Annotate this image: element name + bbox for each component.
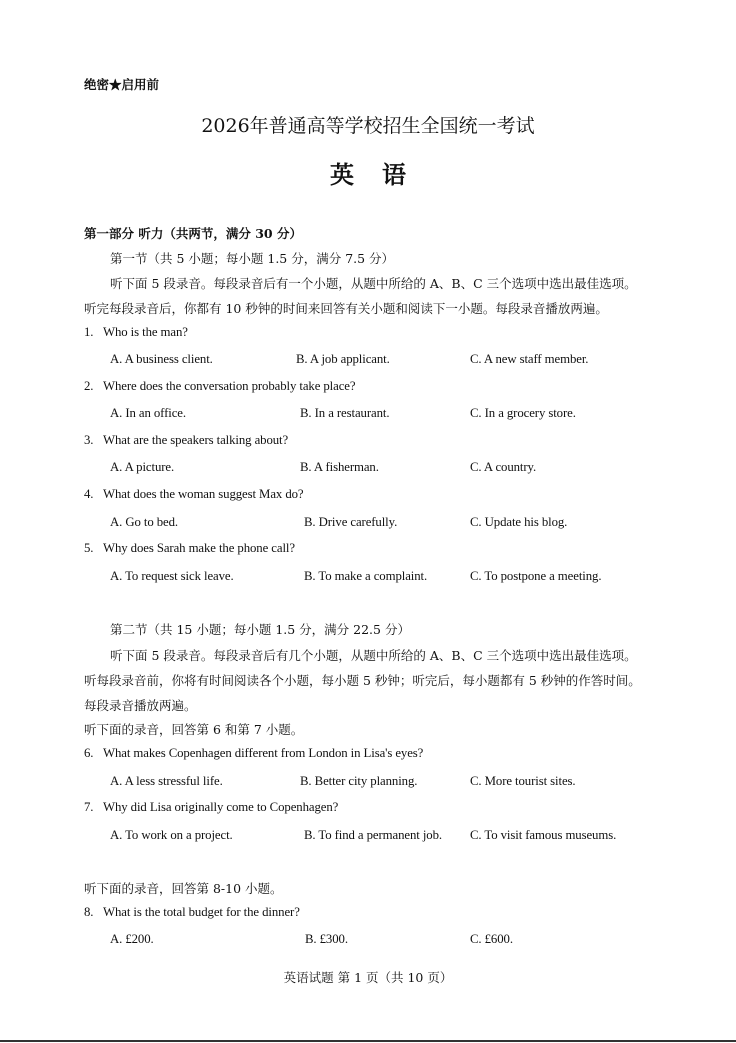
option-b: B. To make a complaint. bbox=[304, 569, 428, 583]
prompt-q6-q7: 听下面的录音，回答第 6 和第 7 小题。 bbox=[84, 722, 304, 737]
question-text: Where does the conversation probably take place? bbox=[103, 379, 356, 393]
option-b: B. Drive carefully. bbox=[304, 515, 398, 529]
section2-instruction: 听每段录音前，你将有时间阅读各个小题，每小题 5 秒钟；听完后，每小题都有 5 秒钟的作答时间。 bbox=[84, 673, 641, 688]
part1-heading: 第一部分 听力（共两节，满分 30 分） bbox=[84, 226, 302, 241]
question-text: What is the total budget for the dinner? bbox=[103, 905, 300, 919]
question-text: What are the speakers talking about? bbox=[103, 433, 289, 447]
question-number: 2. bbox=[84, 379, 94, 393]
option-c: C. More tourist sites. bbox=[470, 774, 576, 788]
confidential-label: 绝密★启用前 bbox=[84, 77, 160, 92]
option-a: A. A picture. bbox=[110, 460, 175, 474]
option-a: A. A less stressful life. bbox=[110, 774, 223, 788]
option-b: B. A fisherman. bbox=[300, 460, 379, 474]
exam-title: 2026年普通高等学校招生全国统一考试 bbox=[201, 115, 535, 137]
option-c: C. £600. bbox=[470, 932, 513, 946]
question-text: What makes Copenhagen different from London in Lisa's eyes? bbox=[103, 746, 424, 760]
option-c: C. A country. bbox=[470, 460, 537, 474]
option-b: B. In a restaurant. bbox=[300, 406, 390, 420]
section2-instruction: 每段录音播放两遍。 bbox=[84, 698, 197, 713]
question-number: 8. bbox=[84, 905, 94, 919]
question-number: 7. bbox=[84, 800, 94, 814]
option-c: C. To postpone a meeting. bbox=[470, 569, 602, 583]
bottom-rule bbox=[0, 1040, 736, 1042]
section1-instruction: 听下面 5 段录音。每段录音后有一个小题，从题中所给的 A、B、C 三个选项中选出最佳选项。 bbox=[110, 276, 637, 291]
prompt-q8-q10: 听下面的录音，回答第 8-10 小题。 bbox=[84, 881, 283, 896]
subject-title: 英语 bbox=[330, 160, 434, 189]
question-text: Who is the man? bbox=[103, 325, 188, 339]
section2-instruction: 听下面 5 段录音。每段录音后有几个小题，从题中所给的 A、B、C 三个选项中选出最佳选项。 bbox=[110, 648, 637, 663]
option-c: C. A new staff member. bbox=[470, 352, 589, 366]
question-text: Why did Lisa originally come to Copenhagen? bbox=[103, 800, 339, 814]
question-number: 1. bbox=[84, 325, 94, 339]
option-a: A. £200. bbox=[110, 932, 154, 946]
option-b: B. £300. bbox=[305, 932, 348, 946]
question-text: What does the woman suggest Max do? bbox=[103, 487, 304, 501]
section2-heading: 第二节（共 15 小题；每小题 1.5 分，满分 22.5 分） bbox=[110, 622, 410, 637]
option-c: C. Update his blog. bbox=[470, 515, 568, 529]
option-b: B. Better city planning. bbox=[300, 774, 418, 788]
section1-instruction: 听完每段录音后，你都有 10 秒钟的时间来回答有关小题和阅读下一小题。每段录音播放两遍。 bbox=[84, 301, 608, 316]
option-b: B. To find a permanent job. bbox=[304, 828, 442, 842]
question-number: 3. bbox=[84, 433, 94, 447]
option-a: A. A business client. bbox=[110, 352, 213, 366]
option-a: A. To work on a project. bbox=[110, 828, 233, 842]
option-c: C. In a grocery store. bbox=[470, 406, 576, 420]
option-a: A. In an office. bbox=[110, 406, 186, 420]
question-number: 4. bbox=[84, 487, 94, 501]
section1-heading: 第一节（共 5 小题；每小题 1.5 分，满分 7.5 分） bbox=[110, 251, 395, 266]
page-footer: 英语试题 第 1 页（共 10 页） bbox=[283, 970, 453, 985]
question-text: Why does Sarah make the phone call? bbox=[103, 541, 295, 555]
option-c: C. To visit famous museums. bbox=[470, 828, 617, 842]
question-number: 5. bbox=[84, 541, 94, 555]
option-a: A. To request sick leave. bbox=[110, 569, 234, 583]
question-number: 6. bbox=[84, 746, 94, 760]
option-b: B. A job applicant. bbox=[296, 352, 390, 366]
option-a: A. Go to bed. bbox=[110, 515, 179, 529]
